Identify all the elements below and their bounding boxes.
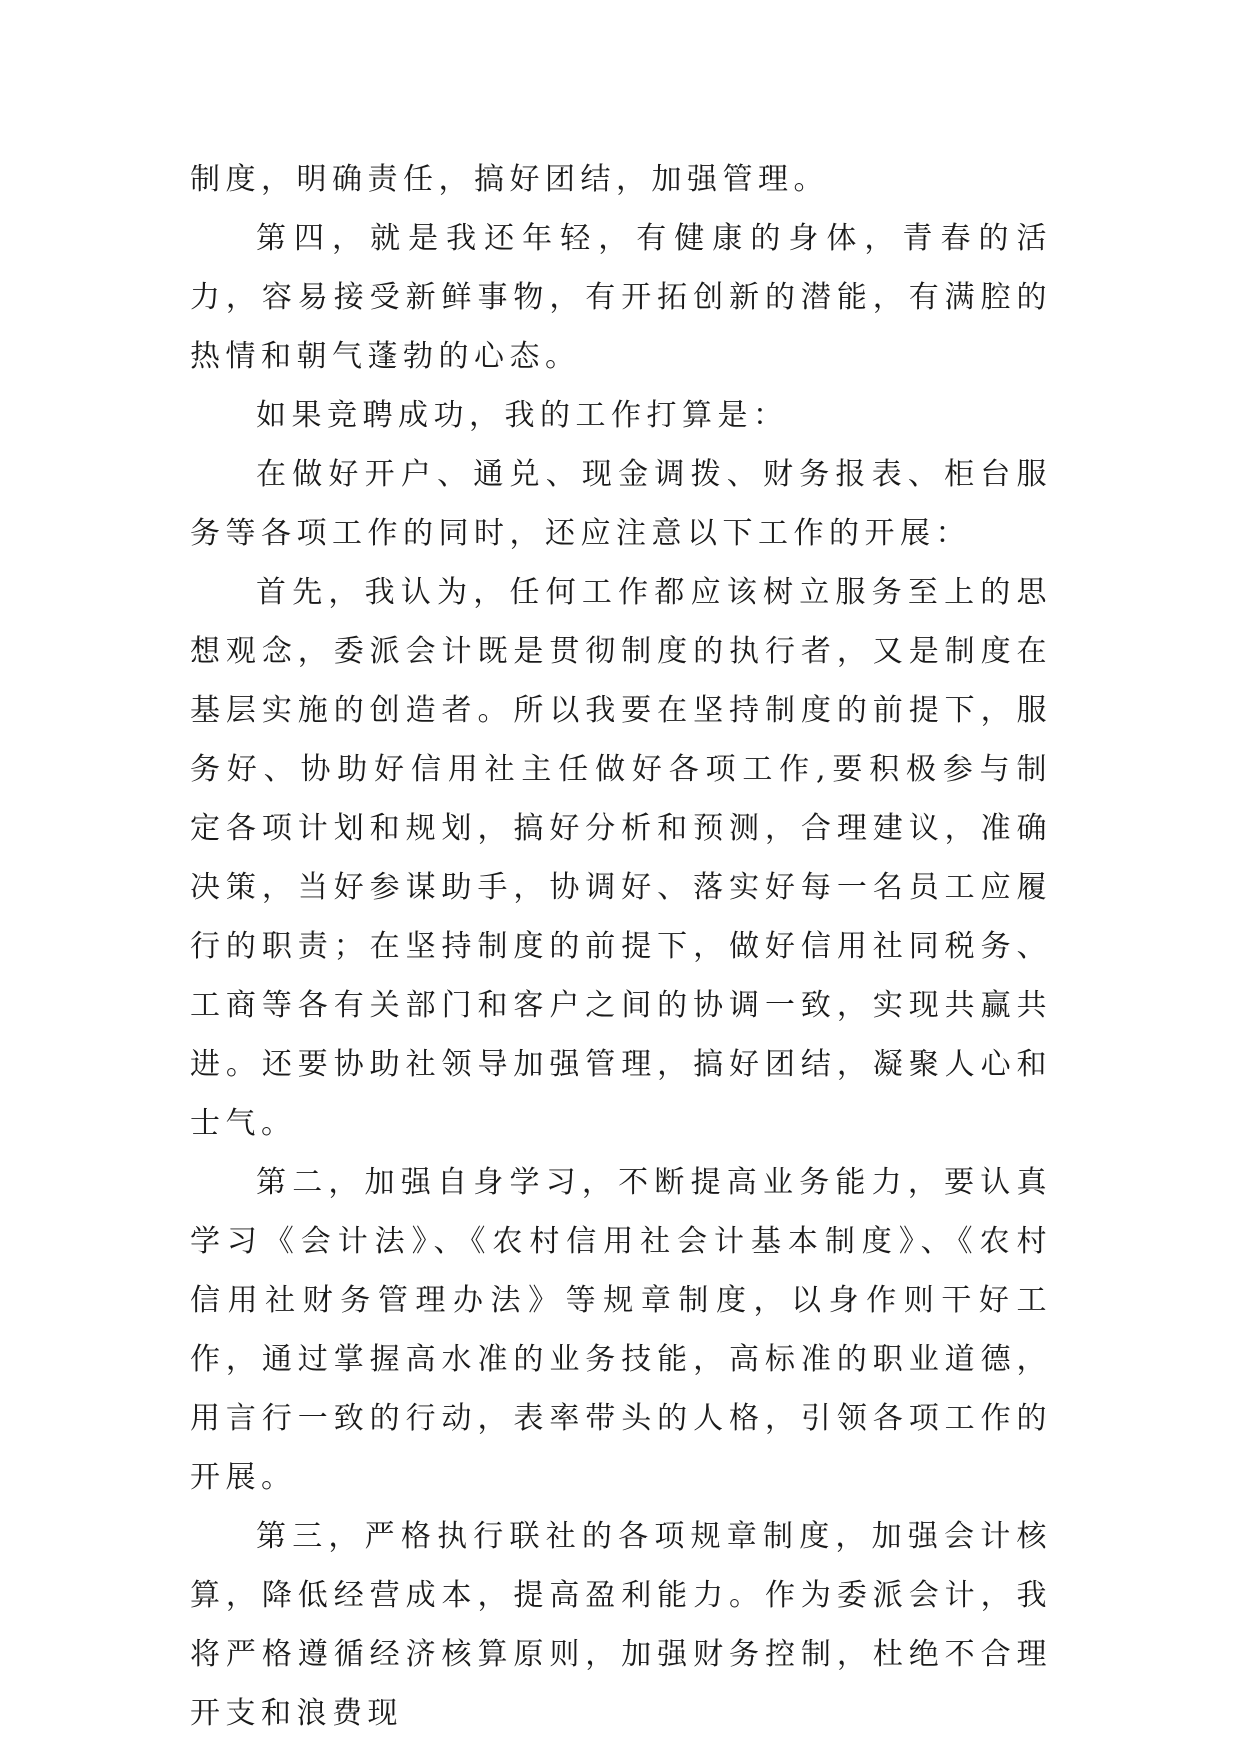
paragraph-daily-duties: 在做好开户、通兑、现金调拨、财务报表、柜台服务等各项工作的同时，还应注意以下工作的开展：	[190, 457, 1052, 551]
paragraph-second-study: 第二，加强自身学习，不断提高业务能力，要认真学习《会计法》、《农村信用社会计基本制度》、《农村信用社财务管理办法》等规章制度，以身作则干好工作，通过掌握高水准的业务技能，高标准的职业道德，用言行一致的行动，表率带头的人格，引领各项工作的开展。	[190, 1165, 1052, 1495]
paragraph-continuation: 制度，明确责任，搞好团结，加强管理。	[190, 162, 829, 197]
paragraph-first-service: 首先，我认为，任何工作都应该树立服务至上的思想观念，委派会计既是贯彻制度的执行者，又是制度在基层实施的创造者。所以我要在坚持制度的前提下，服务好、协助好信用社主任做好各项工作,要积极参与制定各项计划和规划，搞好分析和预测，合理建议，准确决策，当好参谋助手，协调好、落实好每一名员工应履行的职责；在坚持制度的前提下，做好信用社同税务、工商等各有关部门和客户之间的协调一致，实现共赢共进。还要协助社领导加强管理，搞好团结，凝聚人心和士气。	[190, 575, 1052, 1141]
paragraph-fourth-point: 第四，就是我还年轻，有健康的身体，青春的活力，容易接受新鲜事物，有开拓创新的潜能，有满腔的热情和朝气蓬勃的心态。	[190, 221, 1052, 374]
paragraph-work-plan-intro: 如果竞聘成功，我的工作打算是：	[256, 398, 789, 433]
document-body	[190, 150, 1052, 1743]
paragraph-third-rules: 第三，严格执行联社的各项规章制度，加强会计核算，降低经营成本，提高盈利能力。作为委派会计，我将严格遵循经济核算原则，加强财务控制，杜绝不合理开支和浪费现	[190, 1519, 1052, 1731]
